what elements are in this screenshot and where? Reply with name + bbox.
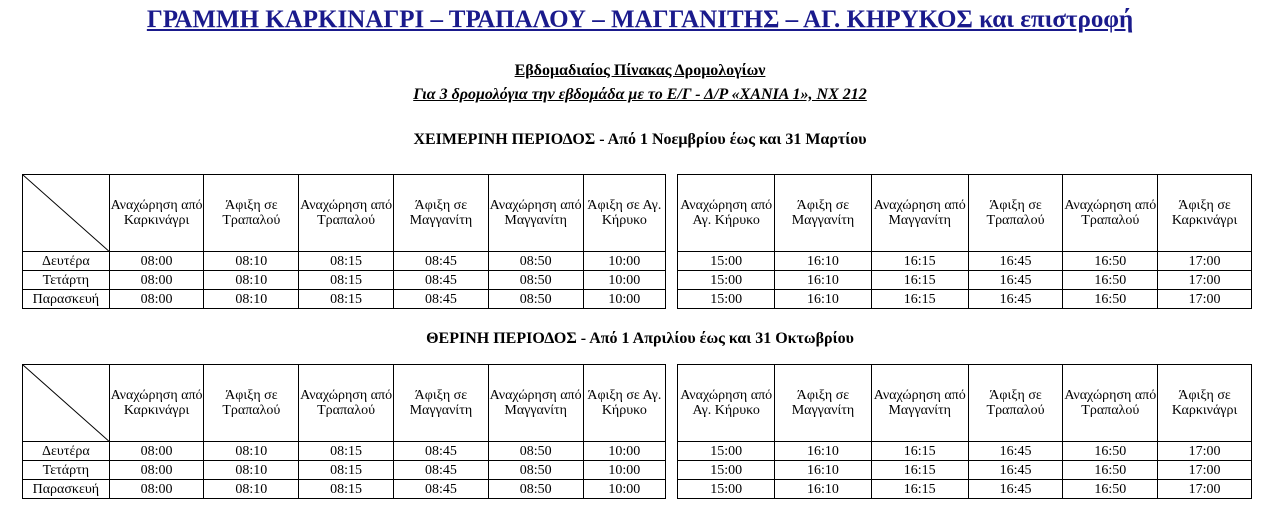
time-cell: 15:00	[678, 290, 775, 309]
time-cell: 08:45	[394, 290, 489, 309]
spacer-cell	[666, 365, 678, 442]
column-header: Αναχώρηση από Αγ. Κήρυκο	[678, 175, 775, 252]
time-cell: 08:00	[109, 461, 204, 480]
time-cell: 16:10	[775, 461, 872, 480]
day-cell: Παρασκευή	[23, 480, 110, 499]
column-header: Αναχώρηση από Τραπαλού	[1063, 175, 1158, 252]
column-header: Αναχώρηση από Μαγγανίτη	[488, 175, 583, 252]
time-cell: 10:00	[583, 271, 666, 290]
time-cell: 16:45	[968, 461, 1063, 480]
time-cell: 08:10	[204, 252, 299, 271]
day-cell: Τετάρτη	[23, 271, 110, 290]
diagonal-line	[23, 175, 109, 251]
time-cell: 08:00	[109, 442, 204, 461]
time-cell: 16:10	[775, 480, 872, 499]
time-cell: 16:50	[1063, 252, 1158, 271]
time-cell: 16:15	[871, 480, 968, 499]
time-cell: 08:00	[109, 480, 204, 499]
time-cell: 08:10	[204, 290, 299, 309]
time-cell: 16:50	[1063, 271, 1158, 290]
time-cell: 08:50	[488, 442, 583, 461]
spacer-cell	[666, 271, 678, 290]
time-cell: 08:10	[204, 480, 299, 499]
column-header: Αναχώρηση από Μαγγανίτη	[871, 175, 968, 252]
column-header: Άφιξη σε Αγ. Κήρυκο	[583, 175, 666, 252]
table-row	[23, 271, 1252, 290]
column-header: Άφιξη σε Αγ. Κήρυκο	[583, 365, 666, 442]
time-cell: 10:00	[583, 290, 666, 309]
column-header: Άφιξη σε Τραπαλού	[204, 175, 299, 252]
spacer-cell	[666, 290, 678, 309]
time-cell: 10:00	[583, 480, 666, 499]
column-header: Αναχώρηση από Καρκινάγρι	[109, 365, 204, 442]
time-cell: 08:15	[299, 442, 394, 461]
time-cell: 08:00	[109, 290, 204, 309]
column-header: Άφιξη σε Μαγγανίτη	[394, 175, 489, 252]
spacer-cell	[666, 175, 678, 252]
column-header: Αναχώρηση από Τραπαλού	[299, 175, 394, 252]
time-cell: 17:00	[1158, 442, 1252, 461]
time-cell: 08:50	[488, 461, 583, 480]
day-cell: Τετάρτη	[23, 461, 110, 480]
time-cell: 17:00	[1158, 480, 1252, 499]
time-cell: 16:45	[968, 442, 1063, 461]
schedule-vessel-note: Για 3 δρομολόγια την εβδομάδα με το Ε/Γ - Δ/Ρ «ΧΑΝΙΑ 1», ΝΧ 212	[413, 86, 867, 103]
schedule-subtitle: Εβδομαδιαίος Πίνακας Δρομολογίων	[514, 62, 766, 79]
time-cell: 15:00	[678, 480, 775, 499]
time-cell: 15:00	[678, 252, 775, 271]
time-cell: 16:10	[775, 442, 872, 461]
time-cell: 08:50	[488, 271, 583, 290]
time-cell: 17:00	[1158, 271, 1252, 290]
column-header: Αναχώρηση από Τραπαλού	[1063, 365, 1158, 442]
time-cell: 08:15	[299, 271, 394, 290]
column-header: Αναχώρηση από Τραπαλού	[299, 365, 394, 442]
column-header: Άφιξη σε Τραπαλού	[968, 365, 1063, 442]
day-cell: Δευτέρα	[23, 252, 110, 271]
time-cell: 16:45	[968, 271, 1063, 290]
corner-cell	[23, 175, 110, 252]
time-cell: 08:00	[109, 252, 204, 271]
corner-cell	[23, 365, 110, 442]
column-header: Άφιξη σε Καρκινάγρι	[1158, 365, 1252, 442]
day-cell: Παρασκευή	[23, 290, 110, 309]
time-cell: 08:45	[394, 271, 489, 290]
time-cell: 16:15	[871, 442, 968, 461]
header-row	[23, 175, 1252, 252]
time-cell: 08:50	[488, 252, 583, 271]
diagonal-line	[23, 365, 109, 441]
time-cell: 16:45	[968, 290, 1063, 309]
time-cell: 17:00	[1158, 252, 1252, 271]
table-row	[23, 252, 1252, 271]
column-header: Αναχώρηση από Μαγγανίτη	[871, 365, 968, 442]
day-cell: Δευτέρα	[23, 442, 110, 461]
time-cell: 16:50	[1063, 461, 1158, 480]
time-cell: 16:10	[775, 252, 872, 271]
time-cell: 16:50	[1063, 442, 1158, 461]
time-cell: 15:00	[678, 461, 775, 480]
column-header: Άφιξη σε Καρκινάγρι	[1158, 175, 1252, 252]
time-cell: 16:45	[968, 480, 1063, 499]
winter-period-heading: ΧΕΙΜΕΡΙΝΗ ΠΕΡΙΟΔΟΣ - Από 1 Νοεμβρίου έως και 31 Μαρτίου	[413, 131, 867, 148]
time-cell: 08:50	[488, 480, 583, 499]
table-row	[23, 461, 1252, 480]
time-cell: 17:00	[1158, 461, 1252, 480]
spacer-cell	[666, 442, 678, 461]
column-header: Αναχώρηση από Καρκινάγρι	[109, 175, 204, 252]
column-header: Άφιξη σε Τραπαλού	[204, 365, 299, 442]
table-row	[23, 442, 1252, 461]
page-title: ΓΡΑΜΜΗ ΚΑΡΚΙΝΑΓΡΙ – ΤΡΑΠΑΛΟΥ – ΜΑΓΓΑΝΙΤΗΣ – ΑΓ. ΚΗΡΥΚΟΣ και επιστροφή	[146, 6, 1134, 33]
time-cell: 16:45	[968, 252, 1063, 271]
time-cell: 10:00	[583, 442, 666, 461]
table-row	[23, 480, 1252, 499]
column-header: Αναχώρηση από Αγ. Κήρυκο	[678, 365, 775, 442]
summer-period-heading: ΘΕΡΙΝΗ ΠΕΡΙΟΔΟΣ - Από 1 Απριλίου έως και 31 Οκτωβρίου	[426, 330, 854, 347]
time-cell: 16:15	[871, 461, 968, 480]
time-cell: 08:45	[394, 252, 489, 271]
time-cell: 16:10	[775, 271, 872, 290]
time-cell: 10:00	[583, 252, 666, 271]
spacer-cell	[666, 480, 678, 499]
time-cell: 08:15	[299, 480, 394, 499]
time-cell: 16:15	[871, 290, 968, 309]
column-header: Άφιξη σε Τραπαλού	[968, 175, 1063, 252]
time-cell: 08:10	[204, 271, 299, 290]
time-cell: 08:15	[299, 461, 394, 480]
column-header: Άφιξη σε Μαγγανίτη	[394, 365, 489, 442]
spacer-cell	[666, 252, 678, 271]
table-row	[23, 290, 1252, 309]
time-cell: 17:00	[1158, 290, 1252, 309]
winter-schedule-table	[22, 174, 1252, 309]
time-cell: 08:00	[109, 271, 204, 290]
time-cell: 08:15	[299, 290, 394, 309]
time-cell: 10:00	[583, 461, 666, 480]
summer-schedule-table	[22, 364, 1252, 499]
time-cell: 08:45	[394, 480, 489, 499]
time-cell: 08:10	[204, 442, 299, 461]
column-header: Άφιξη σε Μαγγανίτη	[775, 175, 872, 252]
header-row	[23, 365, 1252, 442]
time-cell: 16:15	[871, 252, 968, 271]
time-cell: 16:10	[775, 290, 872, 309]
time-cell: 08:50	[488, 290, 583, 309]
time-cell: 15:00	[678, 442, 775, 461]
time-cell: 08:10	[204, 461, 299, 480]
time-cell: 08:45	[394, 461, 489, 480]
spacer-cell	[666, 461, 678, 480]
column-header: Άφιξη σε Μαγγανίτη	[775, 365, 872, 442]
time-cell: 16:15	[871, 271, 968, 290]
time-cell: 16:50	[1063, 480, 1158, 499]
column-header: Αναχώρηση από Μαγγανίτη	[488, 365, 583, 442]
time-cell: 08:45	[394, 442, 489, 461]
time-cell: 16:50	[1063, 290, 1158, 309]
time-cell: 15:00	[678, 271, 775, 290]
time-cell: 08:15	[299, 252, 394, 271]
